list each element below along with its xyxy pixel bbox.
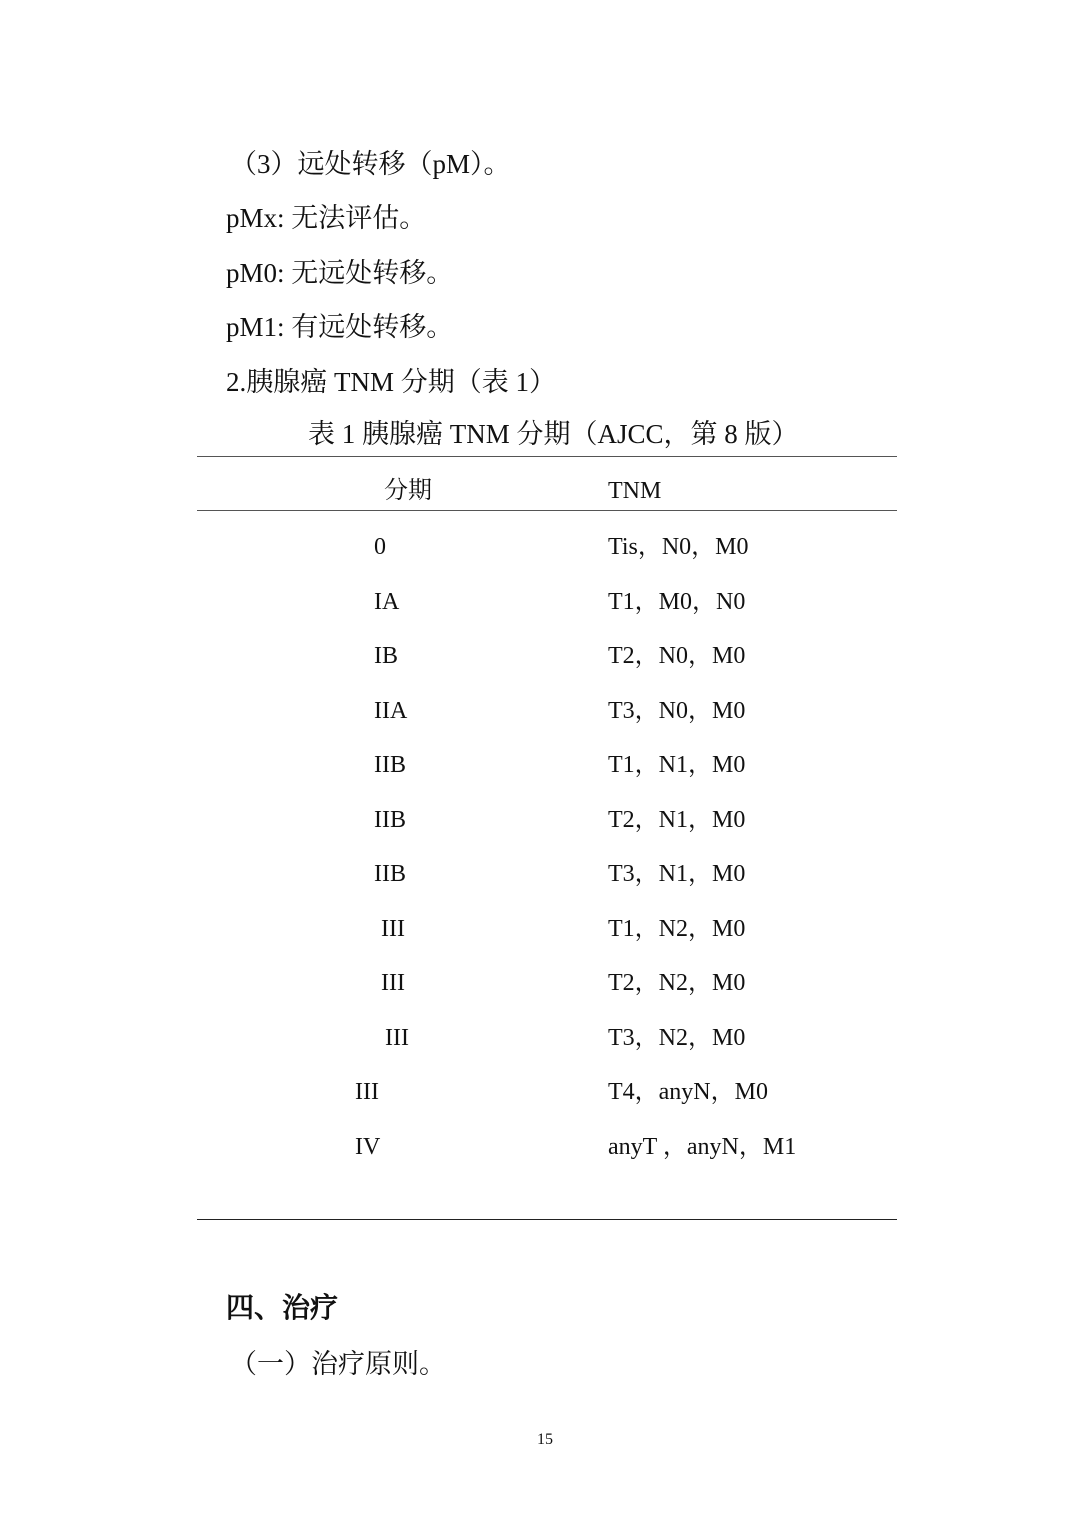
table-cell-stage: IIA	[374, 698, 408, 724]
section-heading: 四、治疗	[226, 1291, 339, 1324]
subsection-heading: （一）治疗原则。	[230, 1349, 446, 1379]
table-cell-stage: IA	[374, 589, 400, 615]
table-cell-tnm: T2，N0，M0	[608, 643, 746, 669]
table-cell-stage: III	[355, 1079, 379, 1105]
page-number: 15	[537, 1431, 553, 1448]
table-cell-stage: III	[381, 916, 405, 942]
table-cell-stage: IIB	[374, 752, 406, 778]
paragraph-tnm-staging: 2.胰腺癌 TNM 分期（表 1）	[226, 367, 556, 397]
table-cell-tnm: T1，M0，N0	[608, 589, 746, 615]
paragraph-pm1: pM1: 有远处转移。	[226, 312, 454, 342]
table-cell-tnm: T3，N1，M0	[608, 861, 746, 887]
table-cell-stage: IB	[374, 643, 398, 669]
table-cell-stage: III	[381, 970, 405, 996]
table-cell-tnm: T1，N1，M0	[608, 752, 746, 778]
table-cell-tnm: Tis，N0，M0	[608, 534, 749, 560]
table-cell-tnm: T2，N1，M0	[608, 807, 746, 833]
paragraph-pm0: pM0: 无远处转移。	[226, 258, 454, 288]
table-top-rule	[197, 456, 897, 457]
table-caption: 表 1 胰腺癌 TNM 分期（AJCC，第 8 版）	[308, 419, 799, 449]
table-cell-tnm: T2，N2，M0	[608, 970, 746, 996]
table-cell-tnm: T3，N2，M0	[608, 1025, 746, 1051]
table-cell-tnm: anyT ，anyN，M1	[608, 1134, 797, 1160]
table-header-tnm: TNM	[608, 478, 662, 504]
table-cell-stage: IV	[355, 1134, 381, 1160]
table-cell-stage: IIB	[374, 861, 406, 887]
table-cell-stage: III	[385, 1025, 409, 1051]
table-cell-stage: 0	[374, 534, 386, 560]
table-cell-tnm: T4，anyN，M0	[608, 1079, 768, 1105]
paragraph-distant-metastasis: （3）远处转移（pM）。	[230, 149, 511, 179]
table-header-rule	[197, 510, 897, 511]
table-cell-tnm: T3，N0，M0	[608, 698, 746, 724]
table-cell-stage: IIB	[374, 807, 406, 833]
table-header-stage: 分期	[384, 478, 432, 504]
table-cell-tnm: T1，N2，M0	[608, 916, 746, 942]
paragraph-pmx: pMx: 无法评估。	[226, 203, 427, 233]
table-bottom-rule	[197, 1219, 897, 1220]
